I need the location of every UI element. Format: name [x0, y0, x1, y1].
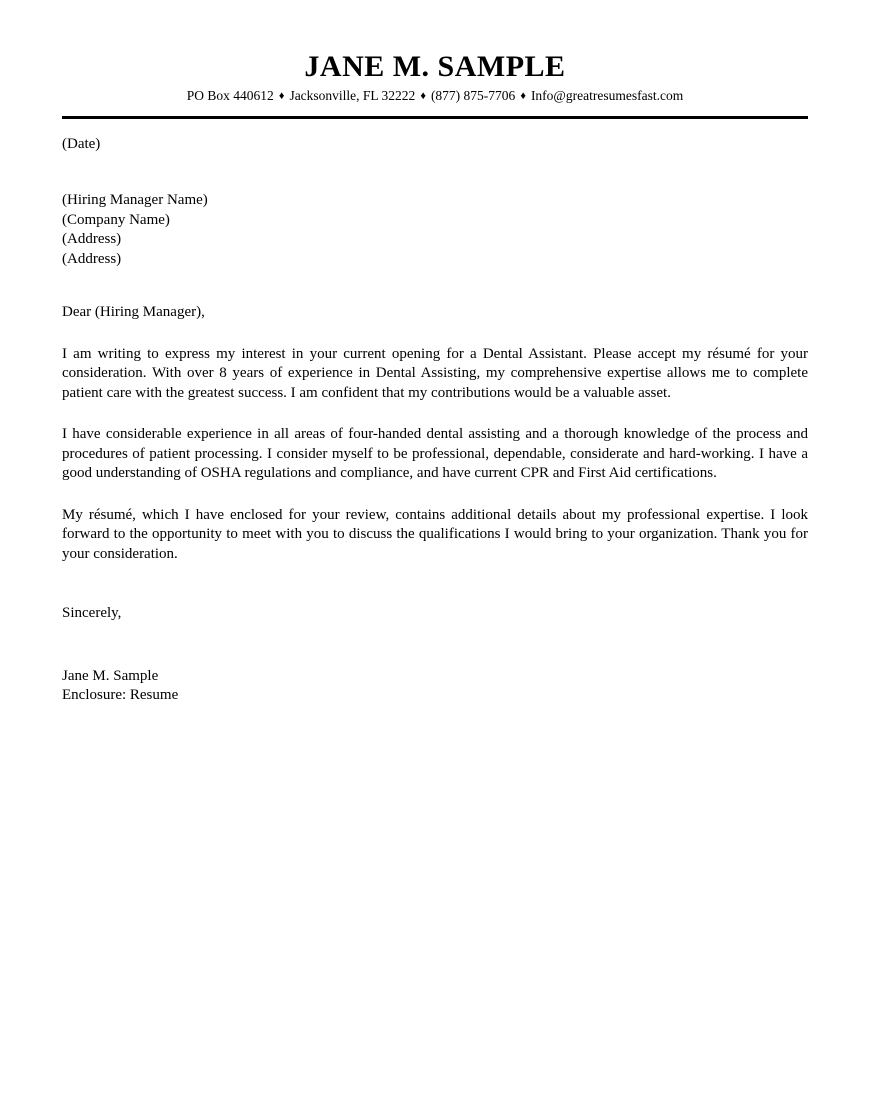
recipient-line-address-1: (Address): [62, 231, 122, 248]
header-divider: [62, 116, 808, 119]
date-placeholder: (Date): [62, 135, 101, 152]
paragraph-resume-enclosed: My résumé, which I have enclosed for your review, contains additional details about my professional expertise. I look forward to the opportunity to meet with you to discuss the qualifications I would bring to your organization. Thank you for your consideration.: [62, 506, 808, 562]
contact-email: Info@greatresumesfast.com: [530, 87, 684, 103]
diamond-separator-icon: ♦: [420, 89, 426, 102]
signature-block: [62, 667, 808, 706]
closing: Sincerely,: [62, 605, 122, 622]
contact-po-box: PO Box 440612: [186, 87, 274, 103]
recipient-line-company: (Company Name): [62, 211, 170, 228]
paragraph-introduction: I am writing to express my interest in your current opening for a Dental Assistant. Please accept my résumé for your consideration. With over 8 years of experience in Dental Assisting, my comprehensive expertise allows me to complete patient care with the greatest success. I am confident that my contributions would be a valuable asset.: [62, 345, 808, 401]
contact-line: [62, 88, 808, 104]
paragraph-experience: I have considerable experience in all areas of four-handed dental assisting and a thorough knowledge of the process and procedures of patient processing. I consider myself to be professional, dependable, considerate and hard-working. I have a good understanding of OSHA regulations and compliance, and have current CPR and First Aid certifications.: [62, 426, 808, 482]
diamond-separator-icon: ♦: [520, 89, 526, 102]
salutation: Dear (Hiring Manager),: [62, 304, 205, 321]
diamond-separator-icon: ♦: [278, 89, 285, 102]
letterhead: [62, 50, 808, 119]
enclosure-note: Enclosure: Resume: [62, 687, 179, 704]
contact-phone: (877) 875-7706: [430, 87, 516, 103]
recipient-line-address-2: (Address): [62, 250, 122, 267]
recipient-block: [62, 191, 808, 269]
letter-body: [62, 135, 808, 706]
applicant-name: JANE M. SAMPLE: [304, 50, 566, 83]
signature-name: Jane M. Sample: [62, 667, 159, 684]
contact-city-state-zip: Jacksonville, FL 32222: [289, 87, 416, 103]
recipient-line-hiring-manager: (Hiring Manager Name): [62, 192, 208, 209]
